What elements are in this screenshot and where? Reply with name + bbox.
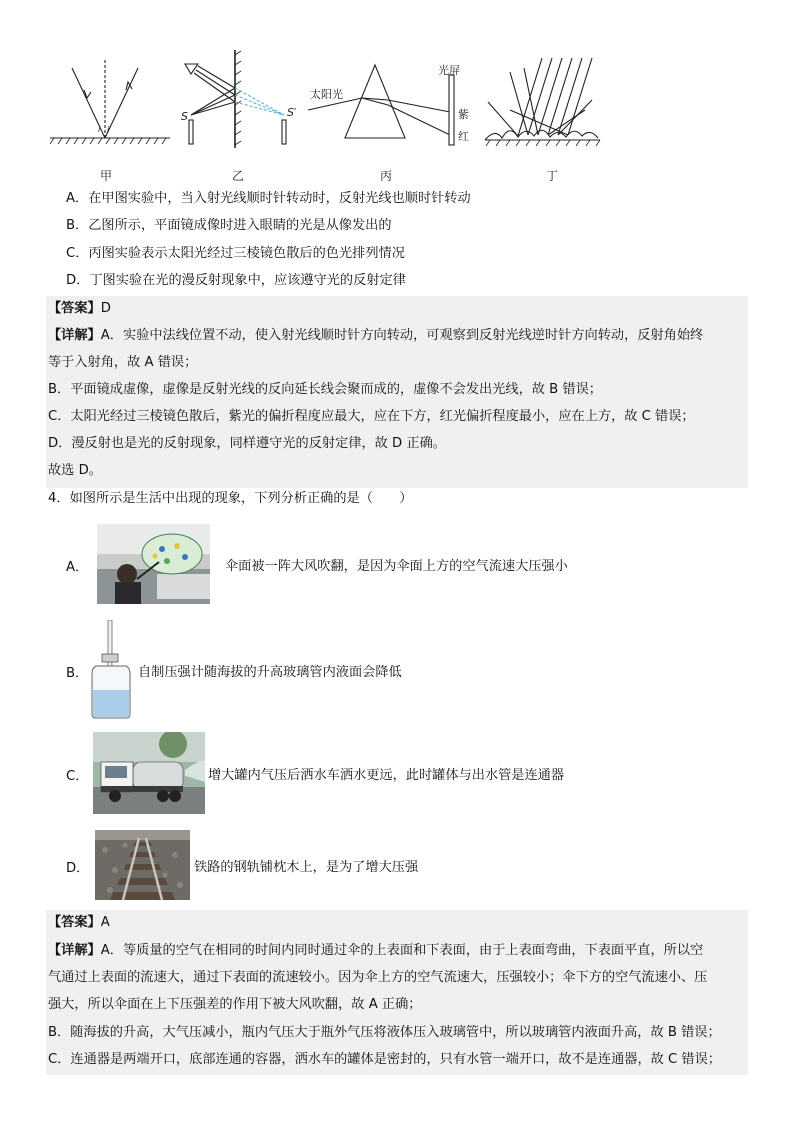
q3-detail-line: C．太阳光经过三棱镜色散后，紫光的偏折程度应最大，应在下方，红光偏折程度最小，应在上方，故 C 错误； (48, 409, 695, 424)
figure-label-ding: 丁 (546, 169, 559, 183)
sprinkler-truck-photo (93, 732, 205, 814)
q4-option-b-text: 自制压强计随海拔的升高玻璃管内液面会降低 (138, 665, 402, 680)
q3-detail-line: B．平面镜成虚像，虚像是反射光线的反向延长线会聚而成的，虚像不会发出光线，故 B 错误； (48, 382, 602, 397)
q3-option-d: D．丁图实验在光的漫反射现象中，应该遵守光的反射定律 (66, 273, 406, 288)
q4-option-b-letter: B． (66, 666, 89, 681)
q3-detail-line (48, 326, 703, 346)
q3-detail-line: 故选 D。 (48, 463, 102, 478)
q3-option-b: B．乙图所示，平面镜成像时进入眼睛的光是从像发出的 (66, 218, 392, 233)
figure-bing-diagram (308, 65, 454, 145)
q4-option-c-text: 增大罐内气压后洒水车洒水更远，此时罐体与出水管是连通器 (208, 768, 565, 783)
q4-detail-line: C．连通器是两端开口，底部连通的容器，洒水车的罐体是密封的，只有水管一端开口，故不是连通器，故 C 错误； (48, 1052, 721, 1067)
detail-text: A．等质量的空气在相同的时间内同时通过伞的上表面和下表面，由于上表面弯曲，下表面平直，所以空 (100, 943, 704, 958)
q4-option-d-text: 铁路的钢轨铺枕木上，是为了增大压强 (194, 860, 419, 875)
q3-option-c: C．丙图实验表示太阳光经过三棱镜色散后的色光排列情况 (66, 246, 405, 261)
label-sunlight: 太阳光 (310, 88, 343, 101)
q4-detail-line: 强大，所以伞面在上下压强差的作用下被大风吹翻，故 A 正确； (48, 997, 422, 1012)
pressure-gauge-bottle (88, 620, 134, 720)
railway-track-photo (95, 830, 190, 900)
answer-value: A (100, 915, 110, 930)
figure-label-bing: 丙 (380, 169, 393, 183)
q4-detail-line: B．随海拔的升高，大气压减小，瓶内气压大于瓶外气压将液体压入玻璃管中，所以玻璃管内液面升高，故 B 错误； (48, 1025, 721, 1040)
detail-text: A．实验中法线位置不动，使入射光线顺时针方向转动，可观察到反射光线逆时针方向转动，反射角始终 (100, 328, 704, 343)
answer-value: D (100, 301, 111, 316)
q4-option-c-letter: C． (66, 769, 89, 784)
label-s: S (181, 110, 188, 123)
label-screen: 光屏 (438, 64, 460, 77)
q3-answer (48, 299, 111, 319)
answer-tag: 【答案】 (48, 301, 101, 316)
q4-option-a-letter: A． (66, 560, 89, 575)
figure-jia-diagram (50, 60, 170, 144)
q3-detail-line: D．漫反射也是光的反射现象，同样遵守光的反射定律，故 D 正确。 (48, 436, 446, 451)
q4-stem: 4．如图所示是生活中出现的现象，下列分析正确的是（ ） (48, 491, 413, 506)
q4-detail-line: 气通过上表面的流速大，通过下表面的流速较小。因为伞上方的空气流速大，压强较小；伞下方的空气流速小、压 (48, 970, 708, 985)
q4-detail-line (48, 941, 703, 961)
svg-text:i′: i′ (107, 125, 112, 134)
figure-label-jia: 甲 (100, 169, 113, 183)
detail-tag: 【详解】 (48, 328, 101, 343)
q4-option-a-text: 伞面被一阵大风吹翻，是因为伞面上方的空气流速大压强小 (225, 559, 568, 574)
label-s-prime: S′ (287, 106, 297, 119)
q3-detail-line: 等于入射角，故 A 错误； (48, 355, 198, 370)
q3-option-a: A．在甲图实验中，当入射光线顺时针转动时，反射光线也顺时针转动 (66, 191, 471, 206)
label-red: 红 (458, 130, 469, 143)
svg-text:i: i (98, 125, 101, 134)
q4-answer (48, 913, 110, 933)
figure-label-yi: 乙 (232, 169, 245, 183)
detail-tag: 【详解】 (48, 943, 101, 958)
answer-tag: 【答案】 (48, 915, 101, 930)
figure-yi-diagram (185, 50, 286, 148)
umbrella-photo (97, 524, 210, 604)
label-purple: 紫 (458, 108, 469, 121)
q4-option-d-letter: D． (66, 861, 90, 876)
figure-ding-diagram (485, 58, 600, 146)
